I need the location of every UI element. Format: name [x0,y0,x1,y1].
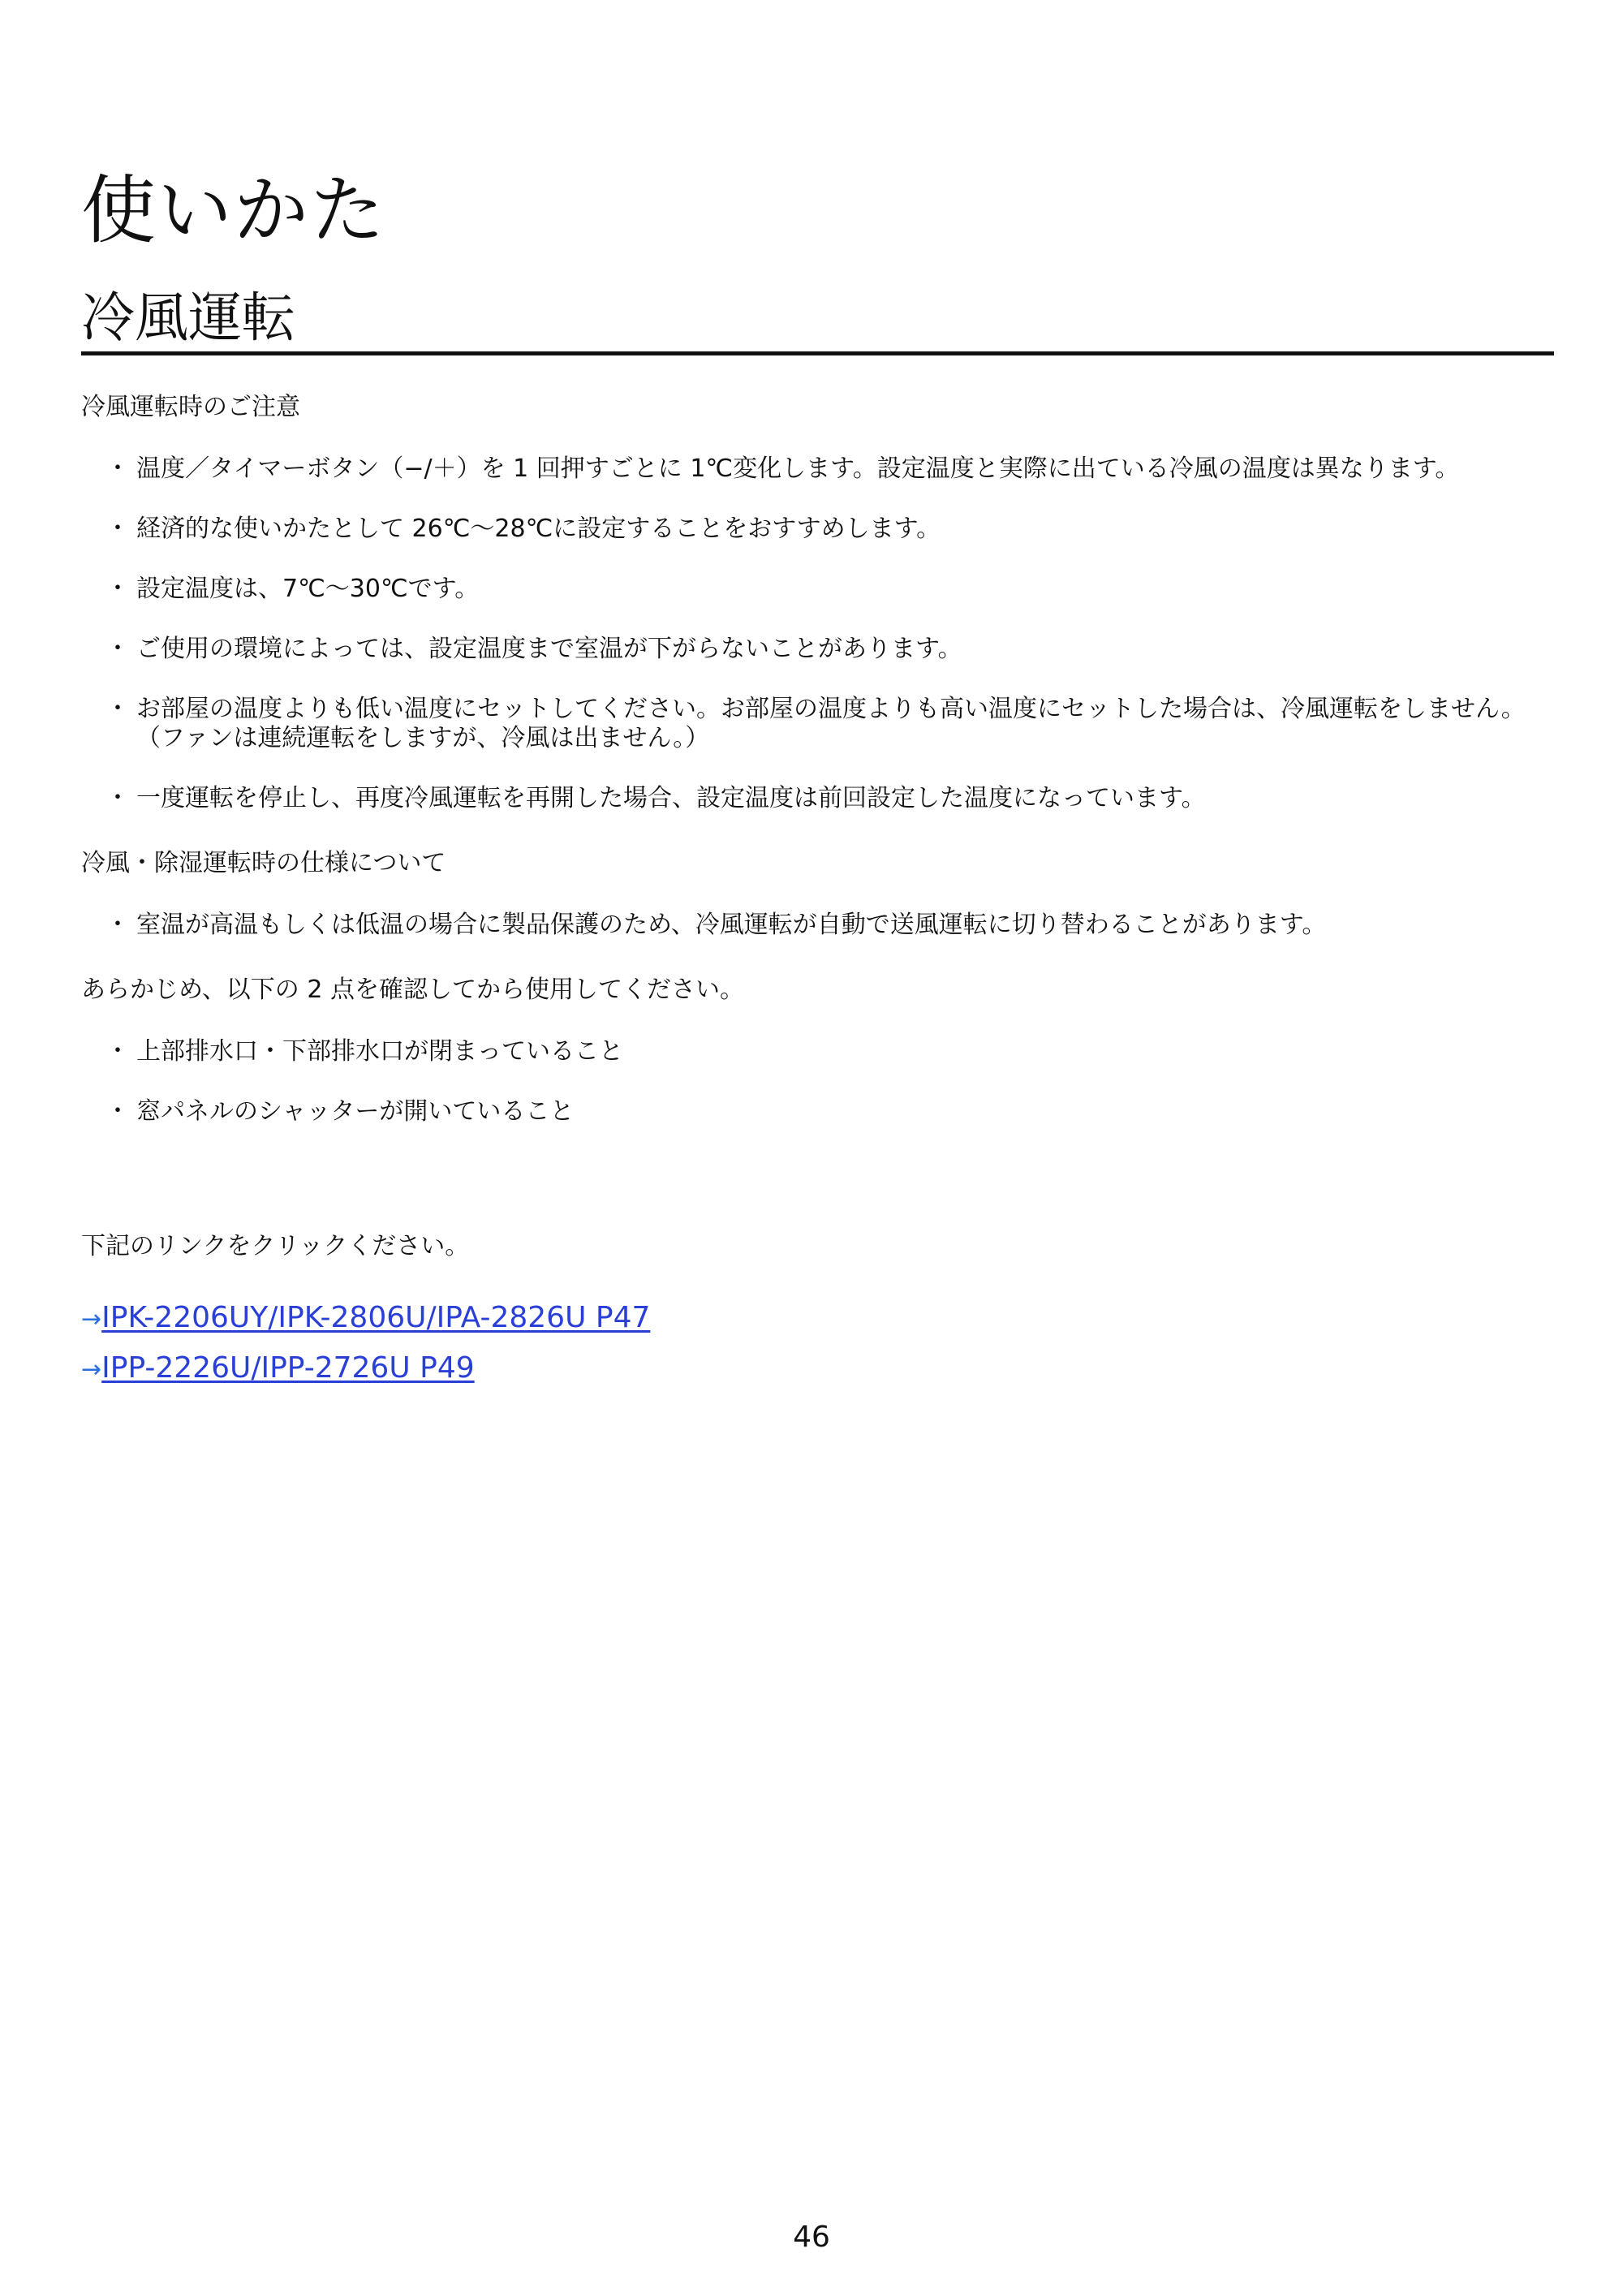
bullet-icon: ・ [105,454,130,483]
list-item-text: 経済的な使いかたとして 26℃〜28℃に設定することをおすすめします。 [136,515,941,543]
spacer [81,1157,1554,1227]
arrow-right-icon: → [81,1305,102,1333]
manual-link-ipp[interactable]: IPP-2226U/IPP-2726U P49 [101,1351,475,1385]
list-item-text: ご使用の環境によっては、設定温度まで室温が下がらないことがあります。 [136,635,962,663]
bullet-icon: ・ [105,515,130,543]
list-item-text: 上部排水口・下部排水口が閉まっていること [136,1037,623,1066]
manual-link-ipk[interactable]: IPK-2206UY/IPK-2806U/IPA-2826U P47 [101,1301,651,1334]
notes-heading: 冷風運転時のご注意 [81,393,300,421]
list-item-text: 温度／タイマーボタン（−/＋）を 1 回押すごとに 1℃変化します。設定温度と実際に出ている冷風の温度は異なります。 [136,454,1460,483]
section-title: 冷風運転 [81,286,295,349]
list-item [81,784,1554,813]
bullet-icon: ・ [105,1097,130,1126]
list-item-text: 設定温度は、7℃〜30℃です。 [136,575,480,603]
list-item [81,454,1554,484]
link-row [81,1344,1554,1394]
bullet-icon: ・ [105,695,130,723]
list-item [81,911,1554,940]
specs-heading: 冷風・除湿運転時の仕様について [81,849,446,877]
links-intro: 下記のリンクをクリックください。 [81,1232,470,1260]
list-item [81,1037,1554,1066]
bullet-icon: ・ [105,1037,130,1066]
main-content [81,388,1554,1394]
list-item [81,635,1554,664]
list-item-text: お部屋の温度よりも低い温度にセットしてください。お部屋の温度よりも高い温度にセットした場合は、冷風運転をしません。（ファンは連続運転をしますが、冷風は出ません。） [136,695,1526,752]
link-row [81,1294,1554,1344]
bullet-icon: ・ [105,784,130,812]
section-divider [81,351,1554,355]
bullet-icon: ・ [105,575,130,603]
list-item [81,515,1554,544]
arrow-right-icon: → [81,1355,102,1384]
notes-list [81,454,1554,813]
list-item-text: 一度運転を停止し、再度冷風運転を再開した場合、設定温度は前回設定した温度になっています。 [136,784,1206,812]
bullet-icon: ・ [105,635,130,663]
list-item [81,1097,1554,1126]
list-item [81,695,1554,753]
list-item-text: 室温が高温もしくは低温の場合に製品保護のため、冷風運転が自動で送風運転に切り替わることがあります。 [136,911,1327,939]
page-number: 46 [793,2221,830,2254]
page-title: 使いかた [81,167,387,254]
bullet-icon: ・ [105,911,130,939]
list-item [81,575,1554,604]
check-heading: あらかじめ、以下の 2 点を確認してから使用してください。 [81,976,744,1004]
check-list [81,1037,1554,1126]
list-item-text: 窓パネルのシャッターが開いていること [136,1097,575,1126]
specs-list [81,911,1554,940]
